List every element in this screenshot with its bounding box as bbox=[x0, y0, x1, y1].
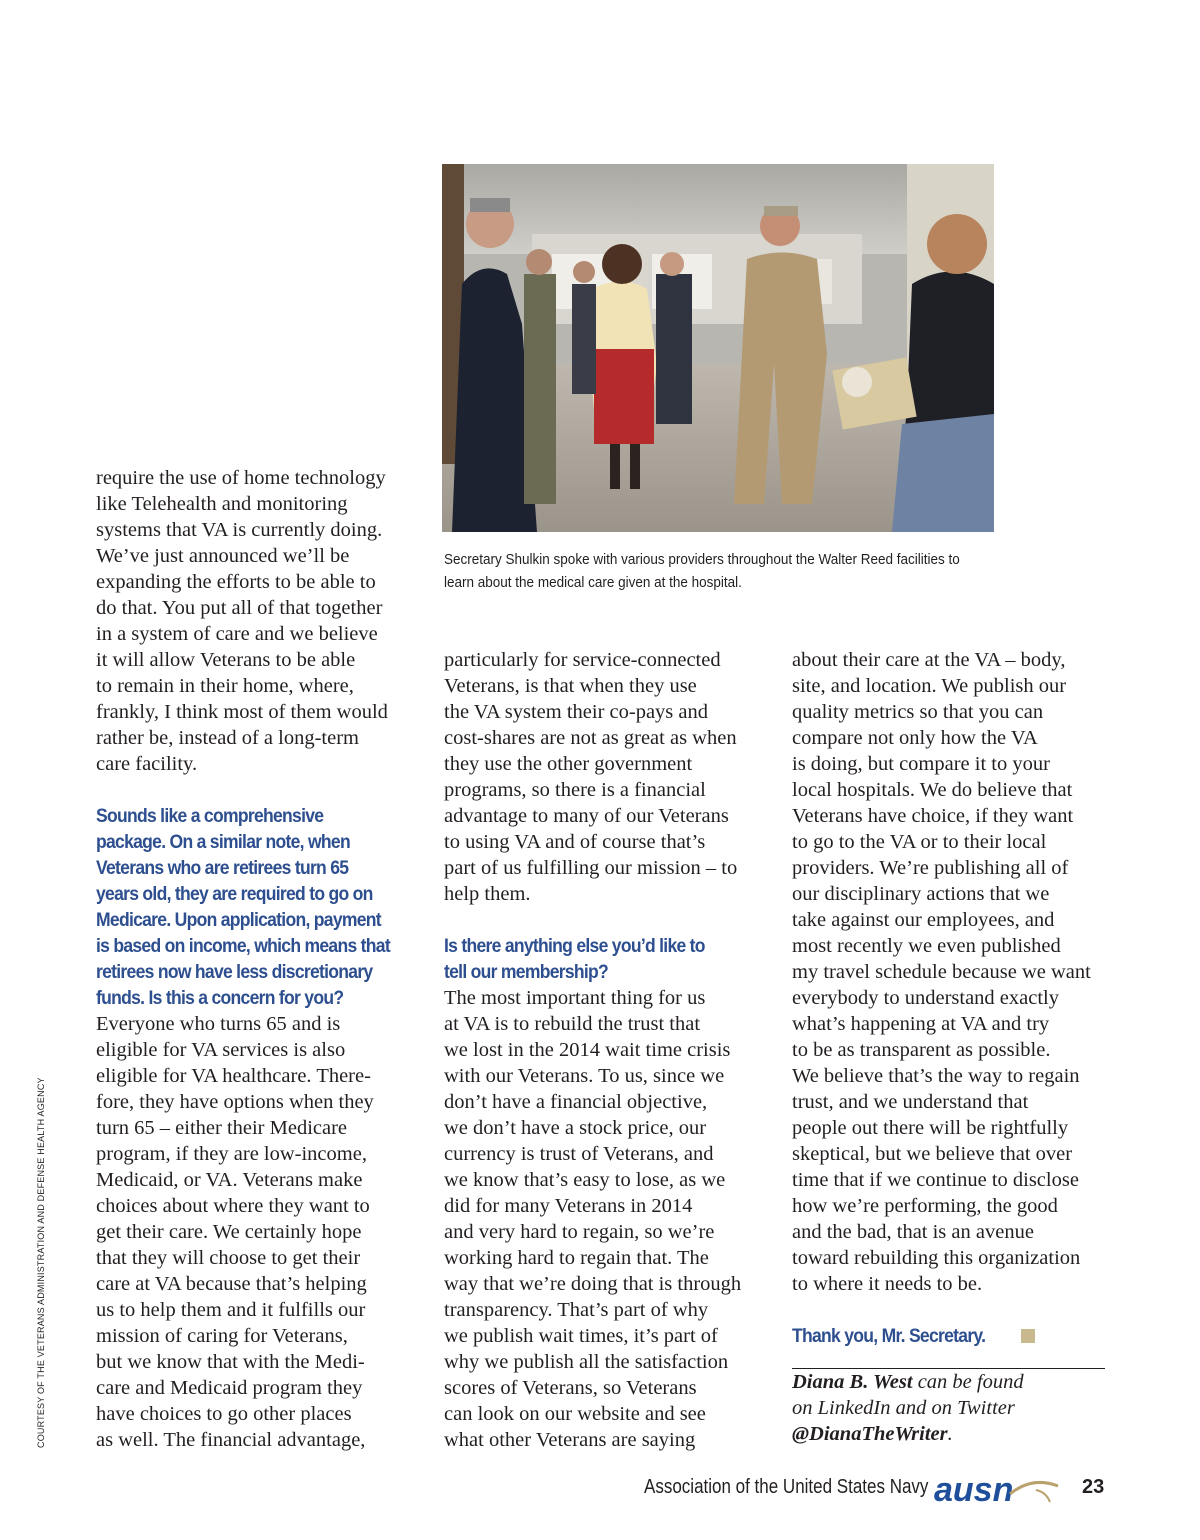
text-line: compare not only how the VA bbox=[792, 727, 1038, 749]
text-line: advantage to many of our Veterans bbox=[444, 805, 729, 827]
text-line: working hard to regain that. The bbox=[444, 1247, 709, 1269]
question-line: Is there anything else you’d like to bbox=[444, 935, 705, 957]
text-line: get their care. We certainly hope bbox=[96, 1221, 362, 1243]
page-footer bbox=[630, 1470, 1110, 1510]
text-line: care at VA because that’s helping bbox=[96, 1273, 367, 1295]
text-line: cost-shares are not as great as when bbox=[444, 727, 737, 749]
interview-question-1 bbox=[96, 803, 390, 1011]
question-line: is based on income, which means that bbox=[96, 935, 390, 957]
photo-illustration bbox=[442, 164, 994, 532]
text-line: help them. bbox=[444, 883, 531, 905]
text-line: to go to the VA or to their local bbox=[792, 831, 1047, 853]
text-line: transparency. That’s part of why bbox=[444, 1299, 709, 1321]
text-line: Veterans, is that when they use bbox=[444, 675, 697, 697]
text-line: like Telehealth and monitoring bbox=[96, 493, 348, 515]
text-line: we know that’s easy to lose, as we bbox=[444, 1169, 726, 1191]
text-line: trust, and we understand that bbox=[792, 1091, 1029, 1113]
text-line: programs, so there is a financial bbox=[444, 779, 706, 801]
text-line: care facility. bbox=[96, 753, 198, 775]
text-line: We believe that’s the way to regain bbox=[792, 1065, 1080, 1087]
col1-paragraph-2 bbox=[96, 1011, 416, 1453]
text-line: with our Veterans. To us, since we bbox=[444, 1065, 725, 1087]
text-line: toward rebuilding this organization bbox=[792, 1247, 1081, 1269]
bio-text: can be found bbox=[912, 1371, 1024, 1393]
bio-line-2: on LinkedIn and on Twitter bbox=[792, 1397, 1015, 1419]
text-line: our disciplinary actions that we bbox=[792, 883, 1050, 905]
text-line: scores of Veterans, so Veterans bbox=[444, 1377, 697, 1399]
text-line: take against our employees, and bbox=[792, 909, 1055, 931]
question-line: Sounds like a comprehensive bbox=[96, 805, 324, 827]
text-line: at VA is to rebuild the trust that bbox=[444, 1013, 701, 1035]
text-line: Everyone who turns 65 and is bbox=[96, 1013, 341, 1035]
col3-paragraph-1 bbox=[792, 647, 1107, 1297]
text-line: program, if they are low-income, bbox=[96, 1143, 367, 1165]
question-line: retirees now have less discretionary bbox=[96, 961, 373, 983]
author-name: Diana B. West bbox=[792, 1371, 913, 1393]
question-line: Veterans who are retirees turn 65 bbox=[96, 857, 349, 879]
photo-caption bbox=[444, 548, 960, 594]
text-line: people out there will be rightfully bbox=[792, 1117, 1069, 1139]
text-line: turn 65 – either their Medicare bbox=[96, 1117, 348, 1139]
text-line: to remain in their home, where, bbox=[96, 675, 354, 697]
page-number: 23 bbox=[1082, 1476, 1105, 1498]
text-line: rather be, instead of a long-term bbox=[96, 727, 359, 749]
column-3 bbox=[792, 647, 1107, 1447]
question-line: tell our membership? bbox=[444, 961, 609, 983]
text-line: in a system of care and we believe bbox=[96, 623, 378, 645]
logo-text: ausn bbox=[934, 1471, 1014, 1509]
text-line: that they will choose to get their bbox=[96, 1247, 361, 1269]
text-line: what’s happening at VA and try bbox=[792, 1013, 1050, 1035]
text-line: skeptical, but we believe that over bbox=[792, 1143, 1073, 1165]
text-line: Medicaid, or VA. Veterans make bbox=[96, 1169, 363, 1191]
text-line: the VA system their co-pays and bbox=[444, 701, 708, 723]
text-line: mission of caring for Veterans, bbox=[96, 1325, 348, 1347]
text-line: require the use of home technology bbox=[96, 467, 386, 489]
author-bio bbox=[792, 1369, 1107, 1447]
article-photo bbox=[442, 164, 994, 532]
logo-swoosh-tail bbox=[1036, 1490, 1050, 1502]
text-line: eligible for VA healthcare. There- bbox=[96, 1065, 371, 1087]
bio-line-1 bbox=[792, 1369, 1107, 1395]
question-line: funds. Is this a concern for you? bbox=[96, 987, 344, 1009]
text-line: expanding the efforts to be able to bbox=[96, 571, 376, 593]
text-line: what other Veterans are saying bbox=[444, 1429, 696, 1451]
text-line: to using VA and of course that’s bbox=[444, 831, 706, 853]
text-line: frankly, I think most of them would bbox=[96, 701, 388, 723]
text-line: The most important thing for us bbox=[444, 987, 706, 1009]
text-line: do that. You put all of that together bbox=[96, 597, 383, 619]
interview-question-2 bbox=[444, 933, 737, 985]
text-line: care and Medicaid program they bbox=[96, 1377, 363, 1399]
col2-paragraph-2 bbox=[444, 985, 769, 1453]
text-line: providers. We’re publishing all of bbox=[792, 857, 1069, 879]
text-line: choices about where they want to bbox=[96, 1195, 370, 1217]
bio-end: . bbox=[947, 1423, 953, 1445]
ausn-logo bbox=[932, 1470, 1072, 1510]
col2-paragraph-1 bbox=[444, 647, 769, 907]
question-line: package. On a similar note, when bbox=[96, 831, 350, 853]
text-line: and very hard to regain, so we’re bbox=[444, 1221, 715, 1243]
text-line: to where it needs to be. bbox=[792, 1273, 983, 1295]
column-1 bbox=[96, 465, 416, 1453]
question-line: years old, they are required to go on bbox=[96, 883, 373, 905]
column-2 bbox=[444, 647, 769, 1453]
text-line: as well. The financial advantage, bbox=[96, 1429, 366, 1451]
text-line: but we know that with the Medi- bbox=[96, 1351, 365, 1373]
text-line: it will allow Veterans to be able bbox=[96, 649, 356, 671]
logo-swoosh bbox=[1010, 1482, 1058, 1494]
photo-credit: COURTESY OF THE VETERANS ADMINISTRATION AND DEFENSE HEALTH AGENCY bbox=[36, 1077, 46, 1448]
text-line: we publish wait times, it’s part of bbox=[444, 1325, 718, 1347]
text-line: way that we’re doing that is through bbox=[444, 1273, 742, 1295]
end-of-article-square-icon bbox=[1021, 1329, 1035, 1343]
text-line: my travel schedule because we want bbox=[792, 961, 1091, 983]
text-line: we lost in the 2014 wait time crisis bbox=[444, 1039, 731, 1061]
col1-paragraph-1 bbox=[96, 465, 416, 777]
footer-association-name: Association of the United States Navy bbox=[644, 1476, 929, 1498]
closing-line bbox=[792, 1323, 1107, 1349]
text-line: why we publish all the satisfaction bbox=[444, 1351, 729, 1373]
text-line: eligible for VA services is also bbox=[96, 1039, 346, 1061]
text-line: part of us fulfilling our mission – to bbox=[444, 857, 738, 879]
closing-thanks: Thank you, Mr. Secretary. bbox=[792, 1325, 986, 1347]
text-line: did for many Veterans in 2014 bbox=[444, 1195, 693, 1217]
text-line: particularly for service-connected bbox=[444, 649, 721, 671]
text-line: local hospitals. We do believe that bbox=[792, 779, 1073, 801]
text-line: us to help them and it fulfills our bbox=[96, 1299, 366, 1321]
text-line: about their care at the VA – body, bbox=[792, 649, 1066, 671]
text-line: can look on our website and see bbox=[444, 1403, 706, 1425]
text-line: We’ve just announced we’ll be bbox=[96, 545, 350, 567]
text-line: have choices to go other places bbox=[96, 1403, 352, 1425]
text-line: fore, they have options when they bbox=[96, 1091, 374, 1113]
text-line: to be as transparent as possible. bbox=[792, 1039, 1051, 1061]
text-line: most recently we even published bbox=[792, 935, 1061, 957]
text-line: how we’re performing, the good bbox=[792, 1195, 1058, 1217]
text-line: and the bad, that is an avenue bbox=[792, 1221, 1034, 1243]
caption-line: Secretary Shulkin spoke with various providers throughout the Walter Reed facilities to bbox=[444, 551, 960, 568]
text-line: everybody to understand exactly bbox=[792, 987, 1059, 1009]
text-line: currency is trust of Veterans, and bbox=[444, 1143, 714, 1165]
text-line: is doing, but compare it to your bbox=[792, 753, 1050, 775]
bio-line-3 bbox=[792, 1421, 1107, 1447]
text-line: systems that VA is currently doing. bbox=[96, 519, 383, 541]
text-line: don’t have a financial objective, bbox=[444, 1091, 708, 1113]
caption-line: learn about the medical care given at the hospital. bbox=[444, 574, 742, 591]
text-line: they use the other government bbox=[444, 753, 693, 775]
text-line: we don’t have a stock price, our bbox=[444, 1117, 707, 1139]
twitter-handle: @DianaTheWriter bbox=[792, 1423, 948, 1445]
question-line: Medicare. Upon application, payment bbox=[96, 909, 381, 931]
text-line: time that if we continue to disclose bbox=[792, 1169, 1079, 1191]
text-line: quality metrics so that you can bbox=[792, 701, 1044, 723]
text-line: site, and location. We publish our bbox=[792, 675, 1067, 697]
text-line: Veterans have choice, if they want bbox=[792, 805, 1074, 827]
